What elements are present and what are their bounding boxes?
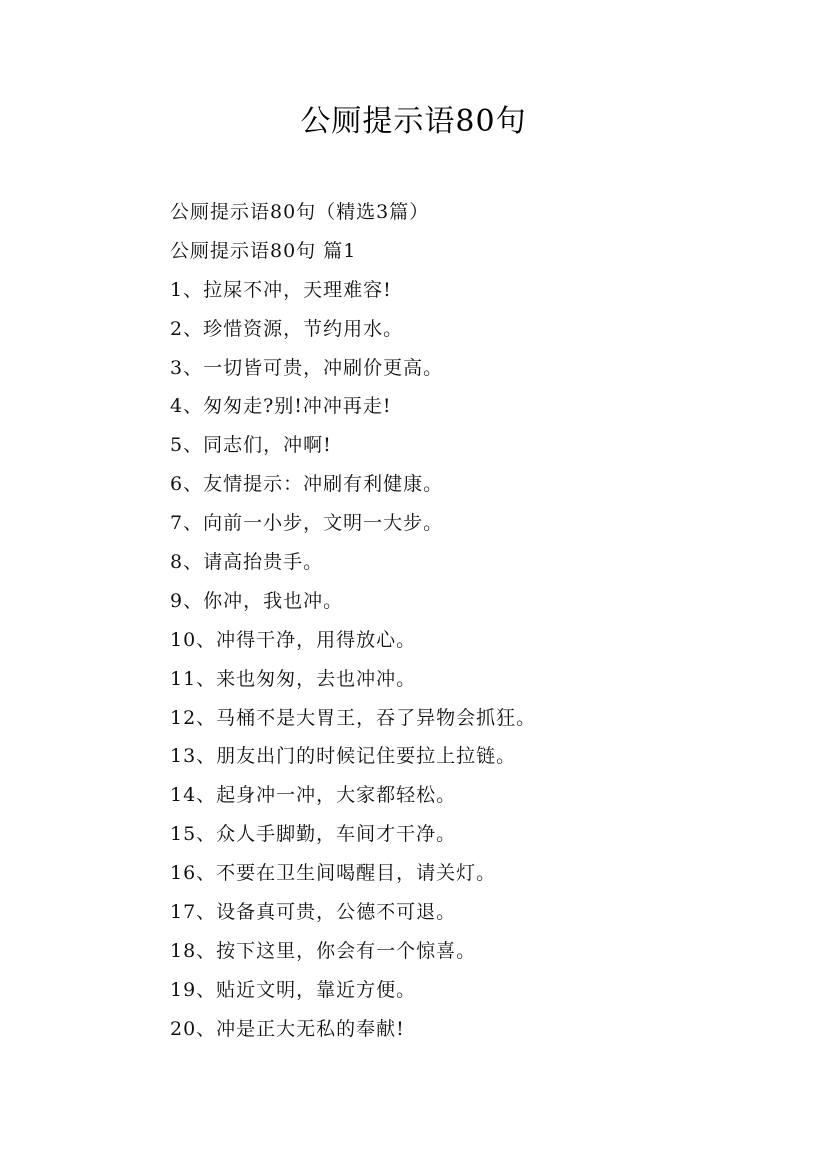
list-item: 6、友情提示：冲刷有利健康。 bbox=[170, 473, 444, 496]
list-item: 1、拉屎不冲，天理难容! bbox=[170, 278, 392, 301]
list-item: 15、众人手脚勤，车间才干净。 bbox=[170, 823, 457, 846]
list-item: 2、珍惜资源，节约用水。 bbox=[170, 317, 404, 340]
list-item: 8、请高抬贵手。 bbox=[170, 551, 324, 574]
list-item: 20、冲是正大无私的奉献! bbox=[170, 1017, 405, 1040]
document-body bbox=[170, 193, 770, 1049]
list-item: 11、来也匆匆，去也冲冲。 bbox=[170, 667, 417, 690]
list-item: 10、冲得干净，用得放心。 bbox=[170, 628, 417, 651]
list-item: 16、不要在卫生间喝醒目，请关灯。 bbox=[170, 862, 497, 885]
list-item: 19、贴近文明，靠近方便。 bbox=[170, 978, 417, 1001]
list-item: 7、向前一小步，文明一大步。 bbox=[170, 512, 444, 535]
document-title: 公厕提示语80句 bbox=[300, 104, 527, 139]
list-item: 14、起身冲一冲，大家都轻松。 bbox=[170, 784, 457, 807]
section-heading: 公厕提示语80句 篇1 bbox=[170, 239, 357, 262]
list-item: 9、你冲，我也冲。 bbox=[170, 589, 344, 612]
list-item: 12、马桶不是大胃王，吞了异物会抓狂。 bbox=[170, 706, 537, 729]
list-item: 5、同志们，冲啊! bbox=[170, 434, 332, 457]
list-item: 18、按下这里，你会有一个惊喜。 bbox=[170, 939, 477, 962]
list-item: 13、朋友出门的时候记住要拉上拉链。 bbox=[170, 745, 517, 768]
list-item: 3、一切皆可贵，冲刷价更高。 bbox=[170, 356, 444, 379]
list-item: 4、匆匆走?别!冲冲再走! bbox=[170, 395, 392, 418]
list-item: 17、设备真可贵，公德不可退。 bbox=[170, 901, 457, 924]
document-subtitle: 公厕提示语80句（精选3篇） bbox=[170, 201, 430, 223]
